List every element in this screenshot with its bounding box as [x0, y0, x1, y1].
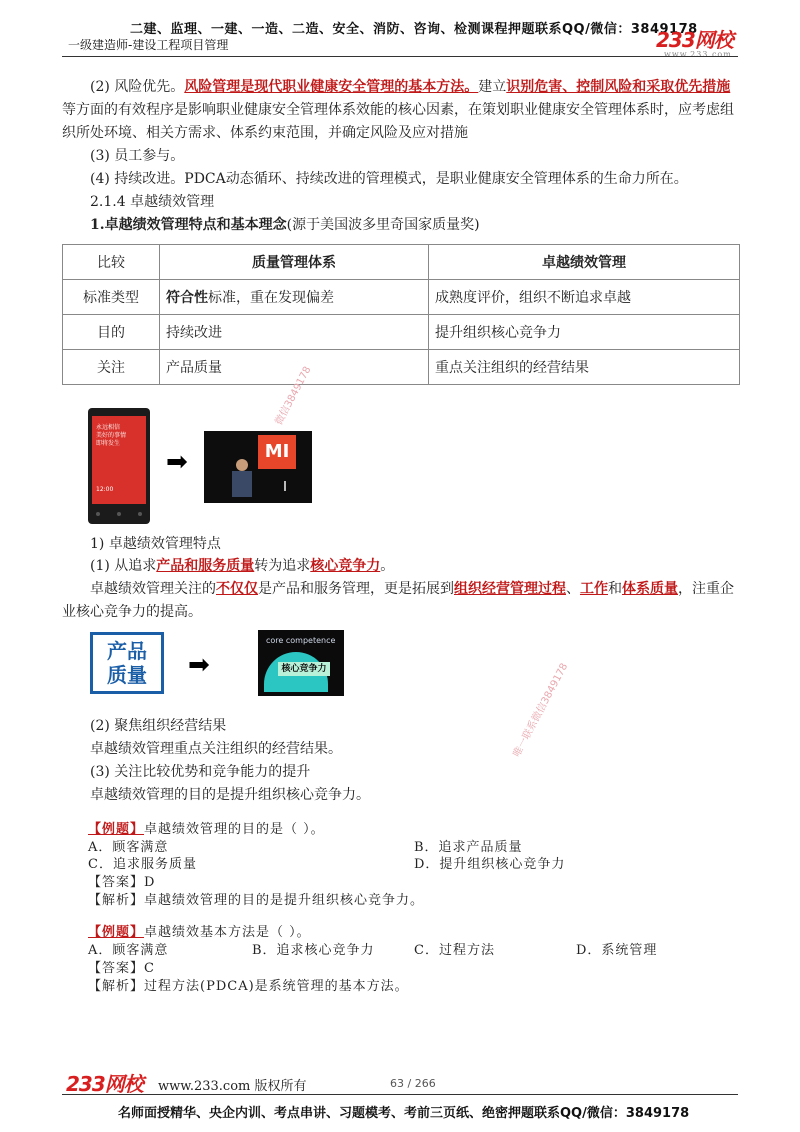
features-title: 1) 卓越绩效管理特点 — [90, 536, 221, 552]
example-1-option-d: D．提升组织核心竞争力 — [414, 857, 566, 872]
feature-2: (2) 聚焦组织经营结果 — [90, 718, 227, 734]
example-2-answer: 【答案】C — [88, 961, 155, 976]
footer-logo: 233网校 — [66, 1072, 143, 1096]
footer-copyright: www.233.com 版权所有 — [158, 1079, 307, 1094]
phone-nav-buttons — [96, 512, 142, 516]
text: 和 — [608, 581, 622, 597]
example-tag: 【例题】 — [88, 822, 145, 837]
phone-screen-text: 永远相信 美好的事情 即将发生 — [96, 424, 127, 447]
box-text: 产品 — [107, 639, 147, 663]
example-1-option-a: A．顾客满意 — [88, 840, 169, 855]
paragraph-staff: (3) 员工参与。 — [90, 148, 185, 164]
text: 是产品和服务管理，更是拓展到 — [258, 581, 454, 597]
footer-contact-line: 名师面授精华、央企内训、考点串讲、习题模考、考前三页纸、绝密押题联系QQ/微信：3849178 — [118, 1106, 690, 1121]
phone-time: 12:00 — [96, 486, 114, 493]
highlight: 不仅仅 — [216, 581, 258, 597]
table-cell: 成熟度评价，组织不断追求卓越 — [429, 280, 740, 315]
stage-mark — [284, 481, 286, 491]
example-1-option-c: C．追求服务质量 — [88, 857, 197, 872]
example-2-option-a: A．顾客满意 — [88, 943, 169, 958]
mi-logo-text: MI — [264, 441, 290, 462]
table-cell: 标准类型 — [63, 280, 160, 315]
highlight: 组织经营管理过程 — [454, 581, 566, 597]
example-tag: 【例题】 — [88, 925, 145, 940]
feature-1 — [62, 555, 742, 578]
header-logo-url: www.233.com — [664, 50, 732, 59]
table-row — [63, 315, 740, 350]
header-logo-text: 233网校 — [656, 28, 733, 52]
example-1-question — [88, 821, 325, 839]
table-cell: 提升组织核心竞争力 — [429, 315, 740, 350]
core-cn-text: 核心竞争力 — [278, 662, 330, 676]
highlight: 工作 — [580, 581, 608, 597]
table-header-cell: 质量管理体系 — [160, 245, 429, 280]
core-competence-image — [258, 630, 344, 696]
table-row — [63, 280, 740, 315]
example-1-analysis: 【解析】卓越绩效管理的目的是提升组织核心竞争力。 — [88, 893, 425, 908]
page-number: 63 / 266 — [390, 1077, 436, 1090]
feature-3: (3) 关注比较优势和竞争能力的提升 — [90, 764, 311, 780]
example-1-answer: 【答案】D — [88, 875, 156, 890]
feature-3-body: 卓越绩效管理的目的是提升组织核心竞争力。 — [90, 787, 370, 803]
text: ，注重企业核心竞争力的提高。 — [62, 581, 734, 620]
text: (2) 风险优先。 — [90, 79, 185, 95]
table-cell: 重点关注组织的经营结果 — [429, 350, 740, 385]
mi-logo-box — [258, 435, 296, 469]
box-text: 质量 — [107, 663, 147, 687]
phone-image — [88, 408, 150, 524]
text: 卓越绩效管理的目的是（ ）。 — [144, 822, 325, 837]
table-cell: 目的 — [63, 315, 160, 350]
paragraph-risk-priority — [62, 76, 742, 145]
highlight: 核心竞争力 — [310, 558, 381, 574]
header-contact-line: 二建、监理、一建、一造、二造、安全、消防、咨询、检测课程押题联系QQ/微信：3849178 — [130, 22, 698, 37]
paragraph-improve: (4) 持续改进。PDCA动态循环、持续改进的管理模式，是职业健康安全管理体系的生命力所在。 — [90, 171, 688, 187]
table-cell — [160, 280, 429, 315]
example-2-option-d: D．系统管理 — [576, 943, 658, 958]
table-row — [63, 350, 740, 385]
phone-screen — [92, 416, 146, 504]
section-heading: 2.1.4 卓越绩效管理 — [90, 194, 215, 210]
feature-2-body: 卓越绩效管理重点关注组织的经营结果。 — [90, 741, 342, 757]
highlight: 识别危害、控制风险和采取优先措施 — [506, 79, 731, 95]
footer-rule — [62, 1094, 738, 1095]
table-header-cell: 卓越绩效管理 — [429, 245, 740, 280]
highlight: 体系质量 — [622, 581, 678, 597]
highlight: 产品和服务质量 — [156, 558, 255, 574]
text: 。 — [380, 558, 395, 574]
text: (1) 从追求 — [90, 558, 157, 574]
text: (源于美国波多里奇国家质量奖) — [286, 217, 480, 233]
text: 卓越绩效基本方法是（ ）。 — [144, 925, 311, 940]
text: 1.卓越绩效管理特点和基本理念 — [90, 217, 287, 233]
core-en-text: core competence — [266, 636, 336, 645]
arrow-right-icon: ➡ — [188, 650, 210, 680]
watermark: 微信3849178 — [273, 364, 314, 428]
example-2-analysis: 【解析】过程方法(PDCA)是系统管理的基本方法。 — [88, 979, 409, 994]
header-rule — [62, 56, 738, 57]
example-1-option-b: B．追求产品质量 — [414, 840, 523, 855]
text: 、 — [566, 581, 580, 597]
text: 卓越绩效管理关注的 — [90, 581, 216, 597]
table-cell: 产品质量 — [160, 350, 429, 385]
header-logo — [656, 24, 733, 59]
speaker-head — [236, 459, 248, 471]
table-cell: 关注 — [63, 350, 160, 385]
text: 转为追求 — [254, 558, 311, 574]
subsection-heading — [62, 214, 742, 237]
table-header-cell: 比较 — [63, 245, 160, 280]
text: 标准，重在发现偏差 — [208, 290, 334, 306]
table-cell: 持续改进 — [160, 315, 429, 350]
example-2-option-c: C．过程方法 — [414, 943, 495, 958]
header-book-title: 一级建造师-建设工程项目管理 — [68, 38, 229, 52]
stage-image — [204, 431, 312, 503]
product-quality-box — [90, 632, 164, 694]
highlight: 风险管理是现代职业健康安全管理的基本方法。 — [184, 79, 479, 95]
speaker-body — [232, 471, 252, 497]
example-2-option-b: B．追求核心竞争力 — [252, 943, 375, 958]
table-header-row — [63, 245, 740, 280]
comparison-table — [62, 244, 740, 385]
arrow-right-icon: ➡ — [166, 447, 188, 477]
text: 符合性 — [166, 290, 208, 306]
feature-1-body — [62, 578, 742, 624]
example-2-question — [88, 924, 311, 942]
watermark: 唯一联系微信3849178 — [511, 661, 571, 760]
text: 等方面的有效程序是影响职业健康安全管理体系效能的核心因素，在策划职业健康安全管理体系时，应考虑组织所处环境、相关方需求、体系约束范围，并确定风险及应对措施 — [62, 102, 734, 141]
text: 建立 — [478, 79, 507, 95]
